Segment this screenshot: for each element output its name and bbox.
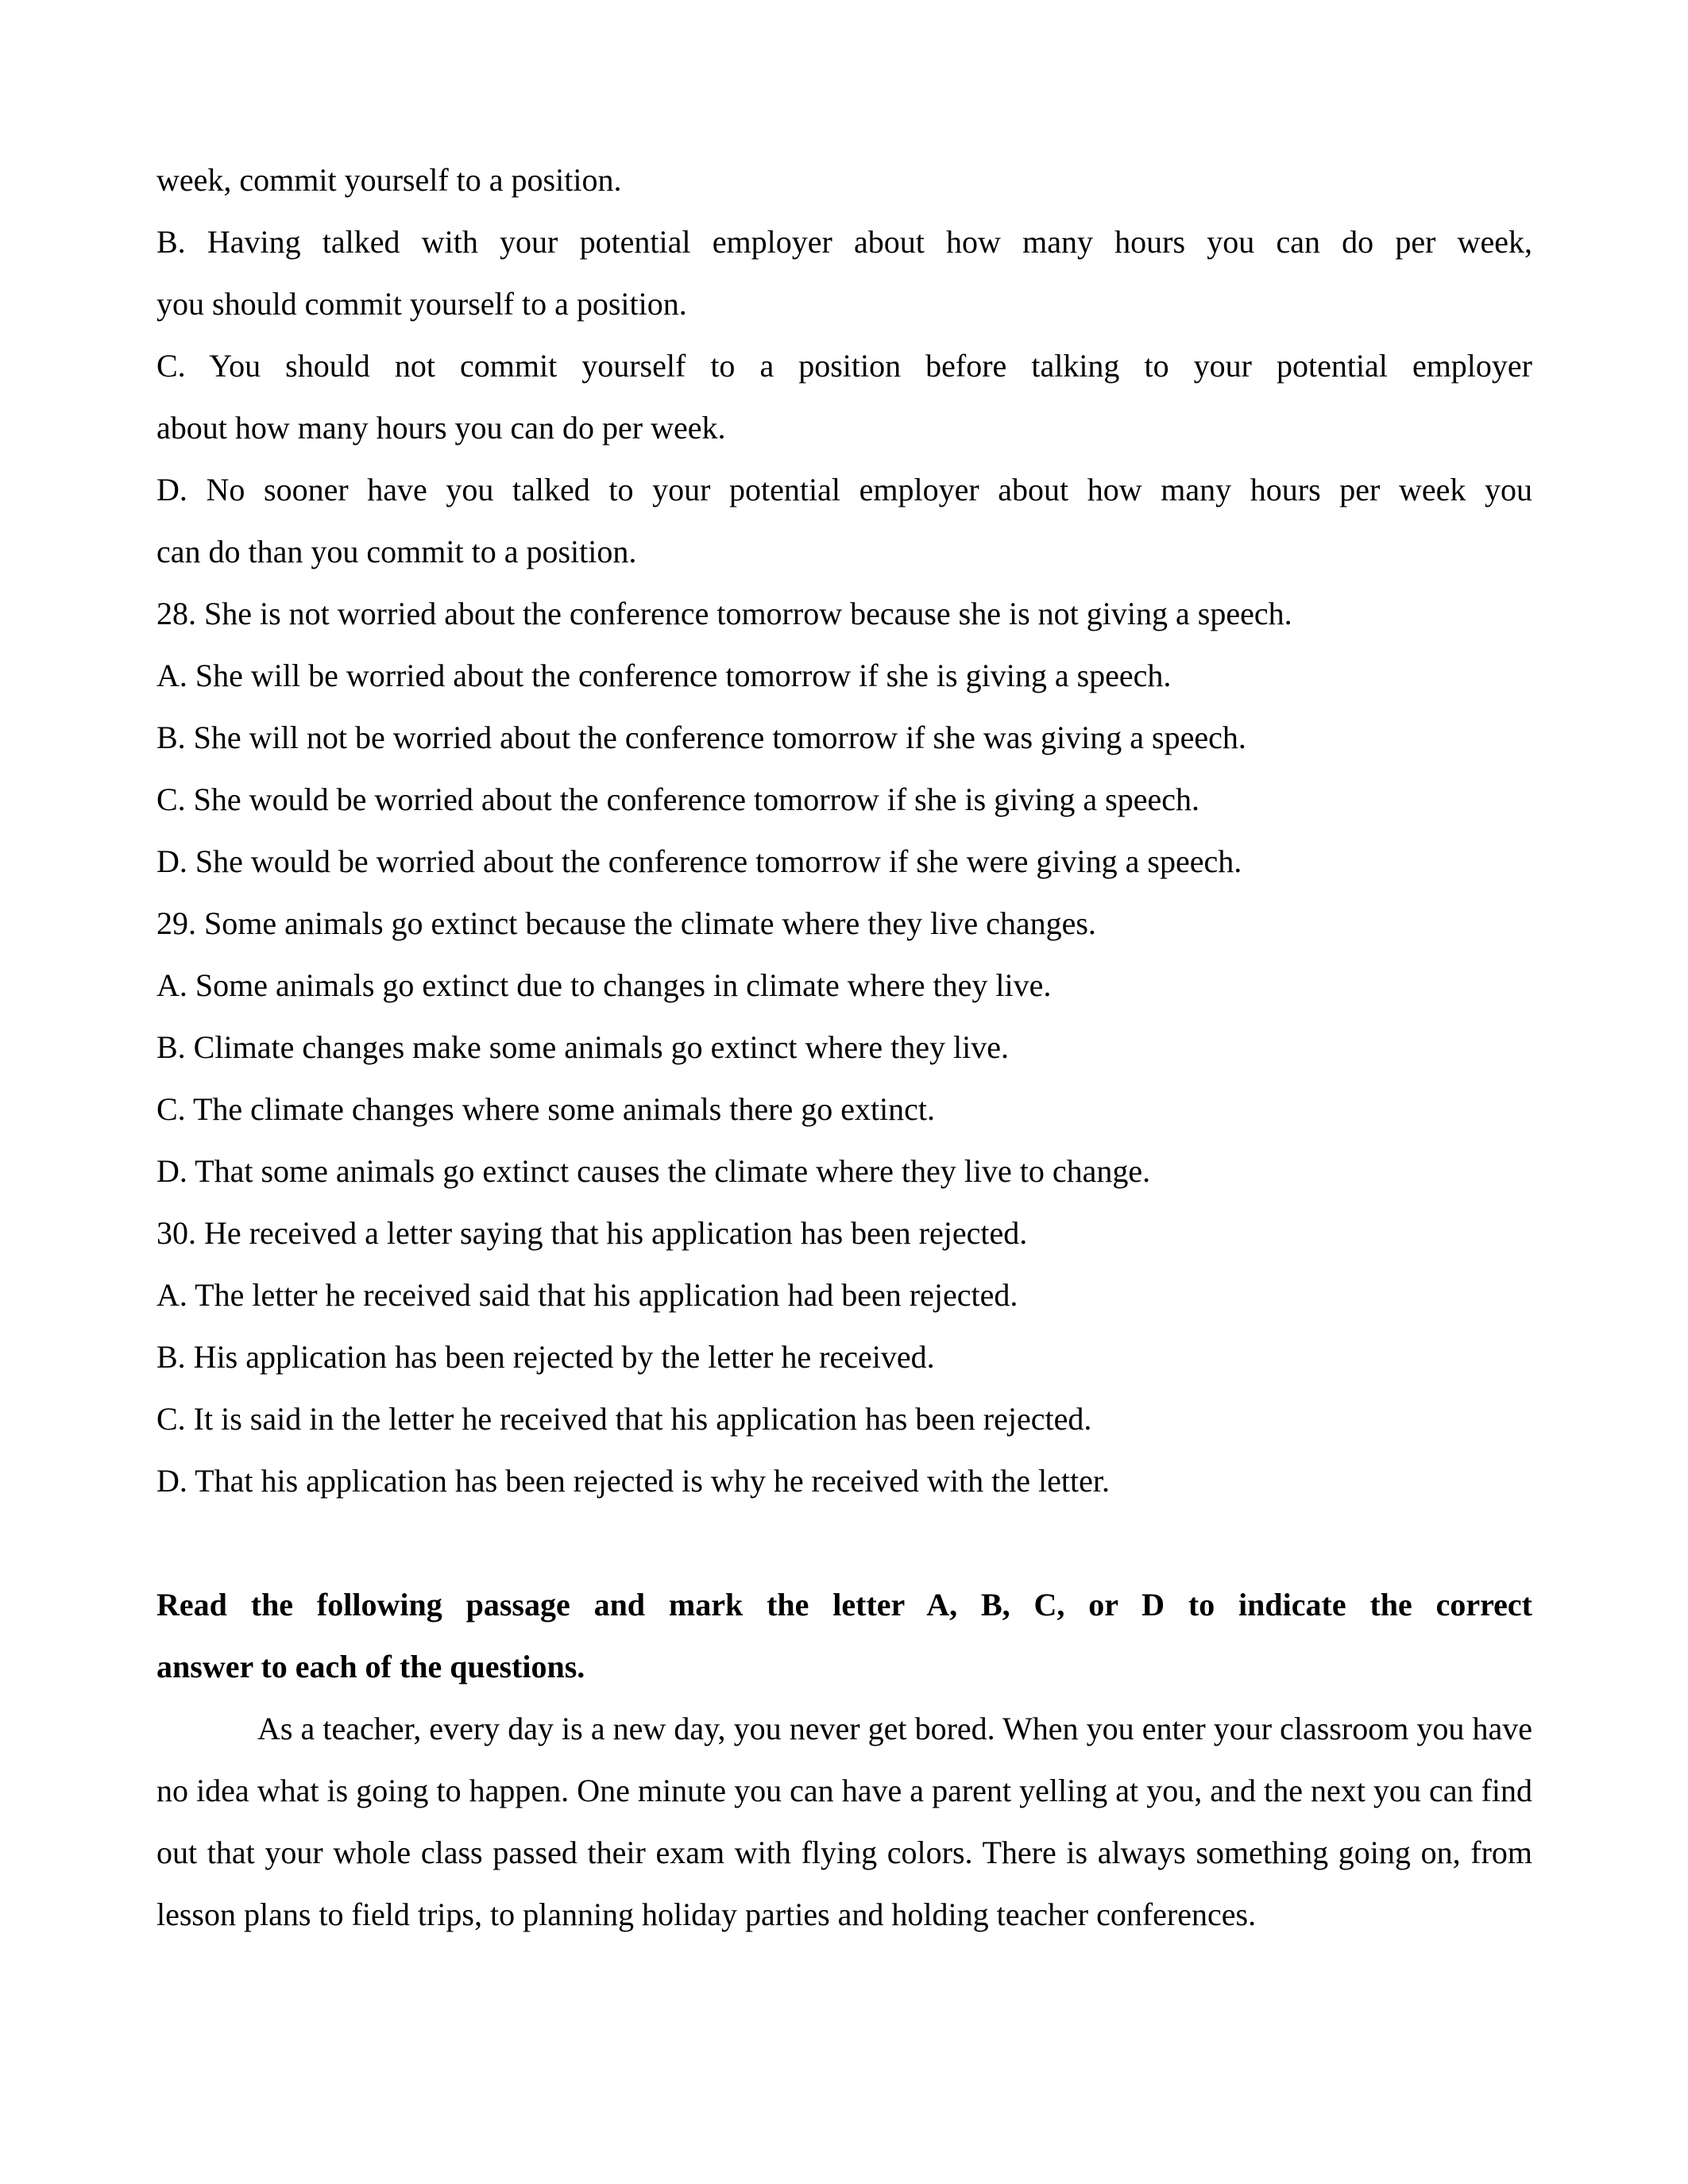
q29-stem: 29. Some animals go extinct because the climate where they live changes. (156, 905, 1096, 941)
q29-option-a: A. Some animals go extinct due to changes in climate where they live. (156, 967, 1052, 1003)
q28-option-b: B. She will not be worried about the conference tomorrow if she was giving a speech. (156, 720, 1246, 755)
q29-option-b: B. Climate changes make some animals go extinct where they live. (156, 1029, 1010, 1065)
q30-stem: 30. He received a letter saying that his application has been rejected. (156, 1215, 1028, 1251)
q27-option-d-line2: can do than you commit to a position. (156, 534, 637, 569)
q27-option-d-line1: D. No sooner have you talked to your potential employer about how many hours per week you (156, 472, 1532, 507)
reading-passage: As a teacher, every day is a new day, you never get bored. When you enter your classroom you have no idea what is going to happen. One minute you can have a parent yelling at you, and the next you can find out that your whole class passed their exam with flying colors. There is always something going on, from lesson plans to field trips, to planning holiday parties and holding teacher conferences. (156, 1711, 1532, 1932)
q30-option-b: B. His application has been rejected by the letter he received. (156, 1339, 935, 1375)
q28-option-c: C. She would be worried about the conference tomorrow if she is giving a speech. (156, 781, 1199, 817)
q27-option-c-line2: about how many hours you can do per week. (156, 410, 726, 446)
q28-option-d: D. She would be worried about the conference tomorrow if she were giving a speech. (156, 843, 1242, 879)
q29-option-c: C. The climate changes where some animals there go extinct. (156, 1091, 936, 1127)
reading-instruction-line1: Read the following passage and mark the letter A, B, C, or D to indicate the correct (156, 1587, 1532, 1623)
q28-option-a: A. She will be worried about the conference tomorrow if she is giving a speech. (156, 658, 1172, 693)
q27-option-b-line2: you should commit yourself to a position. (156, 286, 687, 322)
q27-option-a-continuation: week, commit yourself to a position. (156, 162, 622, 198)
reading-instruction-line2: answer to each of the questions. (156, 1649, 585, 1684)
q27-option-c-line1: C. You should not commit yourself to a position before talking to your potential employer (156, 348, 1532, 384)
q30-option-a: A. The letter he received said that his application had been rejected. (156, 1277, 1018, 1313)
q28-stem: 28. She is not worried about the conference tomorrow because she is not giving a speech. (156, 596, 1292, 631)
q30-option-d: D. That his application has been rejected is why he received with the letter. (156, 1463, 1110, 1499)
section-spacer (156, 1512, 1532, 1574)
q30-option-c: C. It is said in the letter he received that his application has been rejected. (156, 1401, 1092, 1437)
q27-option-b-line1: B. Having talked with your potential employer about how many hours you can do per week, (156, 224, 1532, 260)
document-page (156, 149, 1532, 1946)
q29-option-d: D. That some animals go extinct causes the climate where they live to change. (156, 1153, 1151, 1189)
